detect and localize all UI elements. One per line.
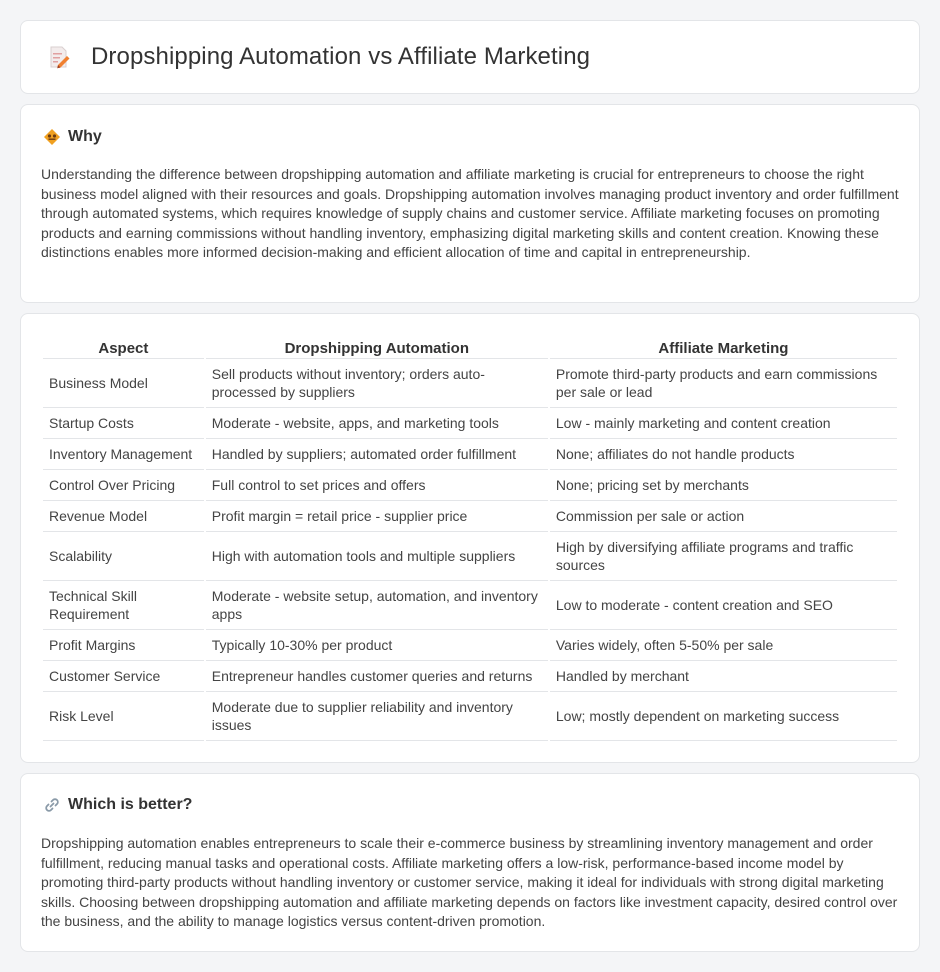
affiliate-cell: None; pricing set by merchants — [550, 470, 897, 501]
aspect-cell: Inventory Management — [43, 439, 204, 470]
dropshipping-cell: Typically 10-30% per product — [206, 630, 548, 661]
affiliate-cell: Low to moderate - content creation and SEO — [550, 581, 897, 630]
table-row — [43, 501, 897, 532]
aspect-cell: Customer Service — [43, 661, 204, 692]
why-text: Understanding the difference between dropshipping automation and affiliate marketing is crucial for entrepreneurs to choose the right business model aligned with their resources and goals. Dropshipping automation involves managing product inventory and order fulfillment through automated systems, which requires knowledge of supply chains and customer service. Affiliate marketing focuses on promoting products and earning commissions without handling inventory, emphasizing digital marketing skills and content creation. Knowing these distinctions enables more informed decision-making and efficient allocation of time and capital in entrepreneurship. — [41, 166, 899, 260]
aspect-cell: Control Over Pricing — [43, 470, 204, 501]
table-row — [43, 359, 897, 408]
dropshipping-cell: Entrepreneur handles customer queries and returns — [206, 661, 548, 692]
dropshipping-cell: Moderate - website, apps, and marketing tools — [206, 408, 548, 439]
table-row — [43, 630, 897, 661]
dropshipping-cell: Handled by suppliers; automated order fulfillment — [206, 439, 548, 470]
why-title: Why — [68, 128, 102, 145]
table-header-row — [43, 335, 897, 359]
affiliate-cell: Handled by merchant — [550, 661, 897, 692]
dropshipping-cell: Moderate - website setup, automation, and inventory apps — [206, 581, 548, 630]
affiliate-cell: Low - mainly marketing and content creation — [550, 408, 897, 439]
aspect-cell: Technical Skill Requirement — [43, 581, 204, 630]
column-header-dropshipping: Dropshipping Automation — [206, 335, 548, 359]
why-section — [20, 104, 920, 303]
header-card — [20, 20, 920, 94]
which-better-section — [20, 773, 920, 952]
aspect-cell: Business Model — [43, 359, 204, 408]
dropshipping-cell: High with automation tools and multiple suppliers — [206, 532, 548, 581]
aspect-cell: Profit Margins — [43, 630, 204, 661]
lightbulb-sign-icon — [43, 128, 61, 146]
affiliate-cell: Commission per sale or action — [550, 501, 897, 532]
better-heading — [43, 796, 192, 814]
aspect-cell: Startup Costs — [43, 408, 204, 439]
document-pencil-icon — [47, 45, 71, 69]
affiliate-cell: High by diversifying affiliate programs and traffic sources — [550, 532, 897, 581]
aspect-cell: Scalability — [43, 532, 204, 581]
better-text: Dropshipping automation enables entrepreneurs to scale their e-commerce business by streamlining inventory management and order fulfillment, reducing manual tasks and operational costs. Affiliate marketing offers a low-risk, performance-based income model by promoting third-party products without handling inventory or customer service, making it ideal for individuals with strong digital marketing skills. Choosing between dropshipping automation and affiliate marketing depends on factors like investment capacity, desired control over the business, and the ability to manage logistics versus content-driven promotion. — [41, 835, 898, 929]
page-title: Dropshipping Automation vs Affiliate Marketing — [91, 43, 591, 70]
affiliate-cell: Low; mostly dependent on marketing success — [550, 692, 897, 741]
table-row — [43, 532, 897, 581]
table-row — [43, 692, 897, 741]
comparison-section — [20, 313, 920, 763]
table-row — [43, 439, 897, 470]
link-icon — [43, 796, 61, 814]
affiliate-cell: Promote third-party products and earn commissions per sale or lead — [550, 359, 897, 408]
aspect-cell: Revenue Model — [43, 501, 204, 532]
table-row — [43, 408, 897, 439]
column-header-affiliate: Affiliate Marketing — [550, 335, 897, 359]
dropshipping-cell: Sell products without inventory; orders auto-processed by suppliers — [206, 359, 548, 408]
affiliate-cell: None; affiliates do not handle products — [550, 439, 897, 470]
affiliate-cell: Varies widely, often 5-50% per sale — [550, 630, 897, 661]
table-row — [43, 581, 897, 630]
aspect-cell: Risk Level — [43, 692, 204, 741]
table-row — [43, 470, 897, 501]
column-header-aspect: Aspect — [43, 335, 204, 359]
better-title: Which is better? — [68, 796, 193, 813]
dropshipping-cell: Moderate due to supplier reliability and inventory issues — [206, 692, 548, 741]
table-row — [43, 661, 897, 692]
why-heading — [43, 128, 102, 146]
dropshipping-cell: Profit margin = retail price - supplier price — [206, 501, 548, 532]
comparison-table — [41, 335, 899, 741]
dropshipping-cell: Full control to set prices and offers — [206, 470, 548, 501]
